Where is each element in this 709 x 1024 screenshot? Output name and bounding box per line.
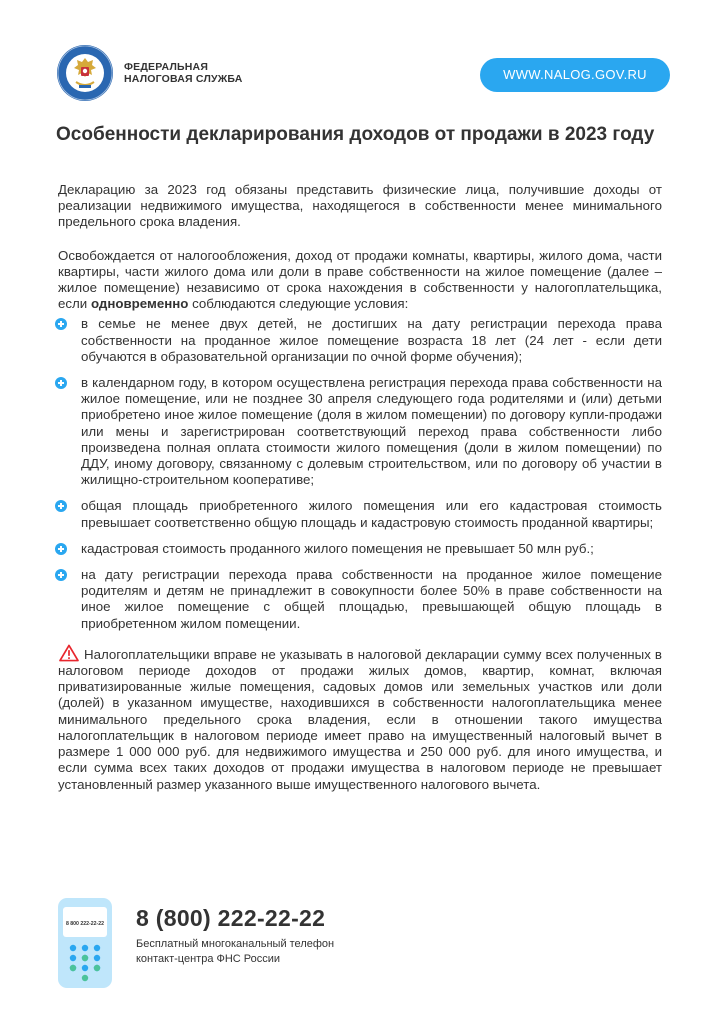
org-name-line1: ФЕДЕРАЛЬНАЯ <box>124 61 209 73</box>
exemption-text-bold: одновременно <box>90 296 189 312</box>
plus-circle-icon <box>55 543 67 555</box>
website-link[interactable]: WWW.NALOG.GOV.RU <box>480 58 670 92</box>
exemption-paragraph <box>58 248 662 313</box>
plus-circle-icon <box>55 569 67 581</box>
conditions-list <box>58 316 662 631</box>
condition-text: кадастровая стоимость проданного жилого помещения не превышает 50 млн руб.; <box>81 540 594 556</box>
intro-paragraph: Декларацию за 2023 год обязаны представить физические лица, получившие доходы от реализации недвижимого имущества, находящегося в собственности менее минимального предельного срока владения. <box>58 182 662 230</box>
list-item <box>58 567 662 632</box>
main-content <box>58 182 662 793</box>
org-name-line2: НАЛОГОВАЯ СЛУЖБА <box>124 73 243 85</box>
condition-text: в календарном году, в котором осуществлена регистрация перехода права собственности на жилое помещение, или не позднее 30 апреля следующего года родителями и (или) детьми приобретено иное жилое помещение (доля в жилом помещении) по договору купли-продажи или мены и зарегистрирован соответствующий переход права собственности либо произведена полная оплата стоимости жилого помещения (доли в жилом помещении) по ДДУ, иному договору, связанному с долевым строительством, или по договору об участии в жилищно-строительном кооперативе; <box>81 375 662 488</box>
exemption-text-before: Освобождается от налогообложения, доход от продажи комнаты, квартиры, жилого дома, части квартиры, части жилого дома или доли в праве собственности на жилое помещение (далее – жилое помещение) независимо от срока нахождения в собственности у налогоплательщика, если <box>58 247 662 312</box>
condition-text: в семье не менее двух детей, не достигших на дату регистрации перехода права собственности на проданное жилое помещение возраста 18 лет (24 лет - если дети обучаются в образовательной организации по очной форме обучения); <box>81 316 662 364</box>
hotline-description-line2: контакт-центра ФНС России <box>136 953 281 965</box>
plus-circle-icon <box>55 377 67 389</box>
warning-paragraph <box>58 644 662 793</box>
exemption-text-after: соблюдаются следующие условия: <box>188 296 409 312</box>
list-item <box>58 375 662 488</box>
warning-triangle-icon <box>58 644 80 662</box>
list-item <box>58 316 662 365</box>
phone-screen-number: 8 800 222-22-22 <box>65 921 105 927</box>
page-title: Особенности декларирования доходов от продажи в 2023 году <box>56 124 655 145</box>
list-item <box>58 498 662 530</box>
phone-keypad-icon <box>58 898 112 988</box>
hotline-number[interactable]: 8 (800) 222-22-22 <box>136 905 326 931</box>
org-name <box>124 61 243 85</box>
fns-emblem-icon <box>56 44 114 102</box>
condition-text: на дату регистрации перехода права собственности на проданное жилое помещение родителям и детям не принадлежит в совокупности более 50% в праве собственности на иное жилое помещение с общей площадью, превышающей общую площадь в приобретенном жилом помещении. <box>81 567 662 631</box>
hotline-description-line1: Бесплатный многоканальный телефон <box>136 938 335 950</box>
plus-circle-icon <box>55 500 67 512</box>
condition-text: общая площадь приобретенного жилого помещения или его кадастровая стоимость превышает соответственно общую площадь и кадастровую стоимость проданной квартиры; <box>81 498 662 530</box>
plus-circle-icon <box>55 318 67 330</box>
warning-text: Налогоплательщики вправе не указывать в налоговой декларации сумму всех полученных в налоговом периоде доходов от продажи жилых домов, квартир, комнат, включая приватизированные жилые помещения, садовых домов или земельных участков или доли (долей) в указанном имуществе, находившихся в собственности налогоплательщика менее минимального предельного срока владения, если в отношении такого имущества налогоплательщик в налоговом периоде имеет право на имущественный налоговый вычет в размере 1 000 000 руб. для недвижимого имущества и 250 000 руб. для иного имущества, и если сумма всех таких доходов от продажи имущества в налоговом периоде не превышает установленный размер указанного выше имущественного налогового вычета. <box>58 646 662 792</box>
hotline-description <box>136 937 334 967</box>
header <box>0 0 709 110</box>
list-item <box>58 541 662 557</box>
